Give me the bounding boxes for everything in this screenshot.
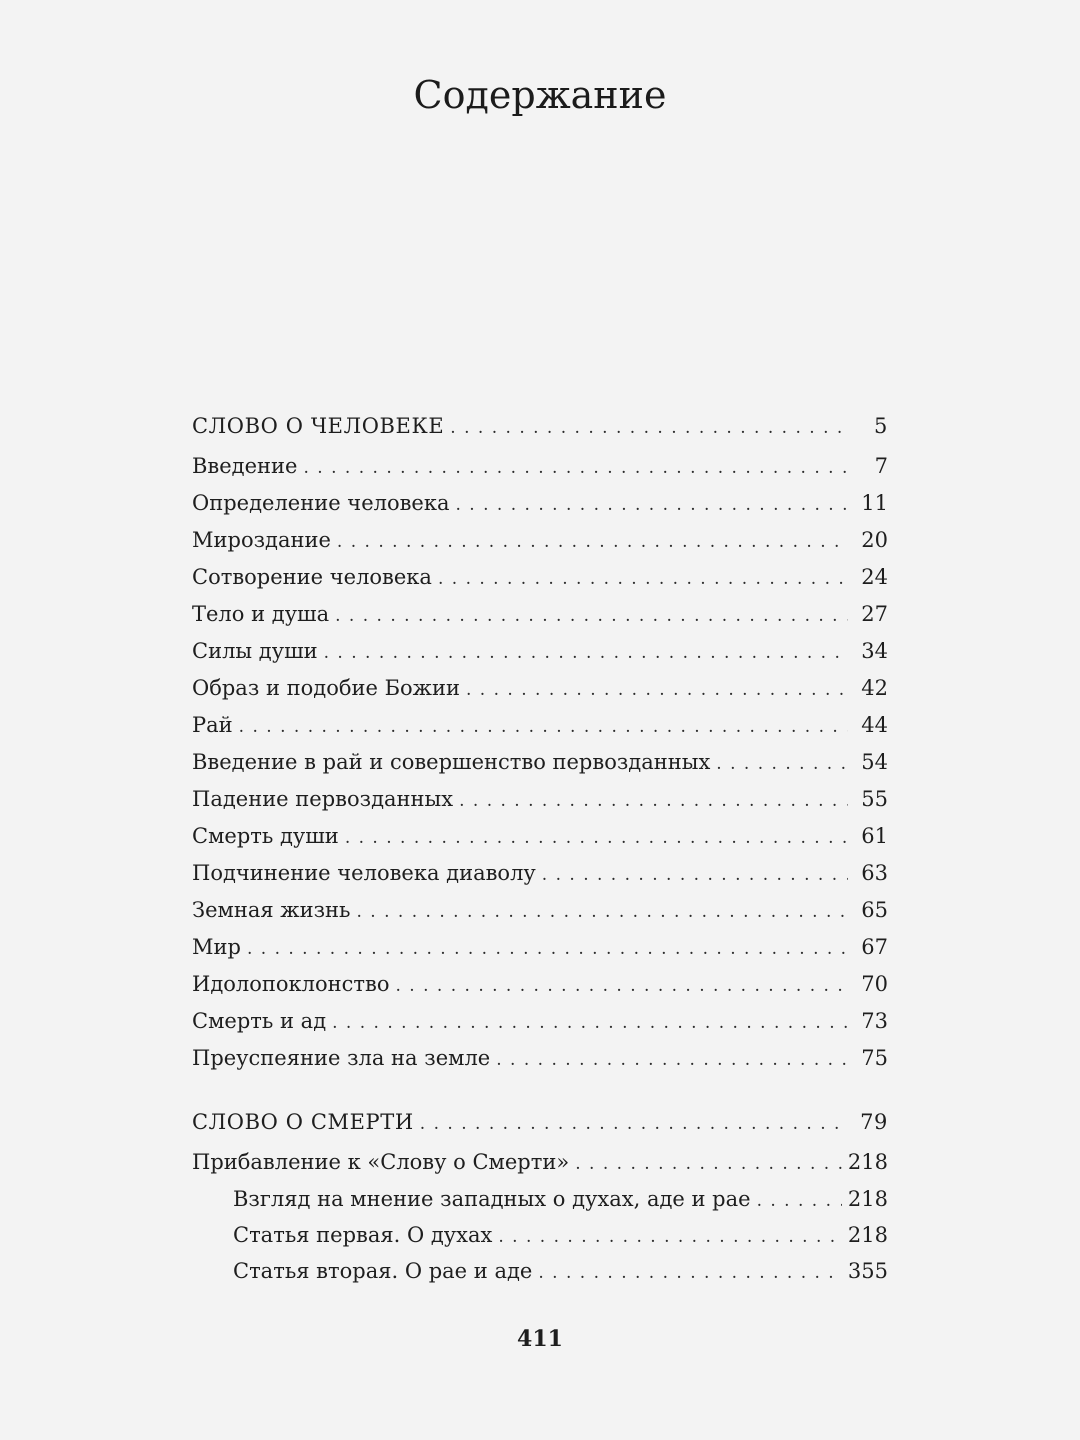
toc-entry[interactable] xyxy=(192,818,888,855)
toc-page-number: 355 xyxy=(847,1259,888,1283)
toc-page-number: 44 xyxy=(861,713,888,737)
dot-leader xyxy=(345,820,848,857)
dot-leader xyxy=(420,1102,848,1146)
toc-entry-title: Образ и подобие Божии xyxy=(192,676,460,700)
toc-section-heading[interactable] xyxy=(192,404,888,448)
toc-page-number: 65 xyxy=(861,898,888,922)
toc-page-number: 67 xyxy=(861,935,888,959)
toc-entry-title: Взгляд на мнение западных о духах, аде и рае xyxy=(233,1187,751,1211)
toc-subentry[interactable] xyxy=(192,1253,888,1289)
toc-page-number: 218 xyxy=(847,1187,888,1211)
toc-entry-title: Статья первая. О духах xyxy=(233,1223,493,1247)
toc-entry-title: Мироздание xyxy=(192,528,331,552)
toc-subentry[interactable] xyxy=(192,1217,888,1253)
dot-leader xyxy=(247,931,848,968)
toc-page-number: 34 xyxy=(861,639,888,663)
toc-entry[interactable] xyxy=(192,781,888,818)
toc-page-number: 75 xyxy=(861,1046,888,1070)
toc-entry-title: Введение xyxy=(192,454,298,478)
dot-leader xyxy=(542,857,848,894)
toc-entry-title: Подчинение человека диаволу xyxy=(192,861,536,885)
dot-leader xyxy=(716,746,848,783)
toc-page-number: 20 xyxy=(861,528,888,552)
toc-entry[interactable] xyxy=(192,1003,888,1040)
toc-page-number: 79 xyxy=(860,1110,888,1134)
toc-page-number: 218 xyxy=(847,1150,888,1174)
dot-leader xyxy=(496,1042,848,1079)
toc-entry-title: Падение первозданных xyxy=(192,787,454,811)
toc-entry[interactable] xyxy=(192,1040,888,1077)
toc-entry-title: Определение человека xyxy=(192,491,450,515)
dot-leader xyxy=(438,561,848,598)
dot-leader xyxy=(466,672,848,709)
toc-page-number: 218 xyxy=(847,1223,888,1247)
dot-leader xyxy=(239,709,848,746)
dot-leader xyxy=(303,450,848,487)
dot-leader xyxy=(450,406,848,450)
dot-leader xyxy=(538,1255,842,1291)
toc-entry[interactable] xyxy=(192,559,888,596)
toc-entry-title: Смерть и ад xyxy=(192,1009,327,1033)
toc-section-title: СЛОВО О ЧЕЛОВЕКЕ xyxy=(192,414,445,438)
toc-page-number: 11 xyxy=(861,491,888,515)
toc-subentry[interactable] xyxy=(192,1181,888,1217)
toc-entry[interactable] xyxy=(192,892,888,929)
toc-entry-title: Статья вторая. О рае и аде xyxy=(233,1259,533,1283)
toc-page-number: 5 xyxy=(874,414,888,438)
toc-entry[interactable] xyxy=(192,633,888,670)
dot-leader xyxy=(459,783,848,820)
dot-leader xyxy=(575,1146,842,1183)
dot-leader xyxy=(757,1183,842,1219)
toc-entry-title: Смерть души xyxy=(192,824,339,848)
toc-entry[interactable] xyxy=(192,485,888,522)
toc-entry-title: Прибавление к «Слову о Смерти» xyxy=(192,1150,570,1174)
toc-entry[interactable] xyxy=(192,966,888,1003)
dot-leader xyxy=(324,635,848,672)
toc-page-number: 70 xyxy=(861,972,888,996)
dot-leader xyxy=(395,968,848,1005)
toc-entry[interactable] xyxy=(192,670,888,707)
toc-entry[interactable] xyxy=(192,855,888,892)
dot-leader xyxy=(332,1005,848,1042)
toc-entry-title: Рай xyxy=(192,713,233,737)
toc-section-title: СЛОВО О СМЕРТИ xyxy=(192,1110,414,1134)
toc-page-number: 27 xyxy=(861,602,888,626)
toc-page-number: 54 xyxy=(861,750,888,774)
toc-entry-title: Тело и душа xyxy=(192,602,330,626)
toc-entry-title: Земная жизнь xyxy=(192,898,351,922)
toc-entry-title: Введение в рай и совершенство первозданных xyxy=(192,750,711,774)
toc-entry[interactable] xyxy=(192,744,888,781)
toc-entry-title: Идолопоклонство xyxy=(192,972,390,996)
toc-page-number: 24 xyxy=(861,565,888,589)
toc-entry-title: Мир xyxy=(192,935,241,959)
toc-entry-title: Силы души xyxy=(192,639,318,663)
toc-entry[interactable] xyxy=(192,596,888,633)
toc-entry[interactable] xyxy=(192,707,888,744)
toc-entry-title: Сотворение человека xyxy=(192,565,432,589)
toc-page-number: 73 xyxy=(861,1009,888,1033)
dot-leader xyxy=(498,1219,842,1255)
toc-entry[interactable] xyxy=(192,522,888,559)
dot-leader xyxy=(337,524,848,561)
toc-page-number: 63 xyxy=(861,861,888,885)
page-title: Содержание xyxy=(413,73,667,117)
table-of-contents xyxy=(192,404,888,1289)
dot-leader xyxy=(456,487,849,524)
toc-section-heading[interactable] xyxy=(192,1100,888,1144)
dot-leader xyxy=(356,894,848,931)
toc-entry[interactable] xyxy=(192,1144,888,1181)
toc-entry[interactable] xyxy=(192,448,888,485)
toc-page-number: 55 xyxy=(861,787,888,811)
toc-page-number: 42 xyxy=(861,676,888,700)
toc-page-number: 7 xyxy=(874,454,888,478)
dot-leader xyxy=(335,598,848,635)
toc-entry-title: Преуспеяние зла на земле xyxy=(192,1046,491,1070)
page-number-footer: 411 xyxy=(517,1326,563,1352)
toc-page-number: 61 xyxy=(861,824,888,848)
toc-entry[interactable] xyxy=(192,929,888,966)
